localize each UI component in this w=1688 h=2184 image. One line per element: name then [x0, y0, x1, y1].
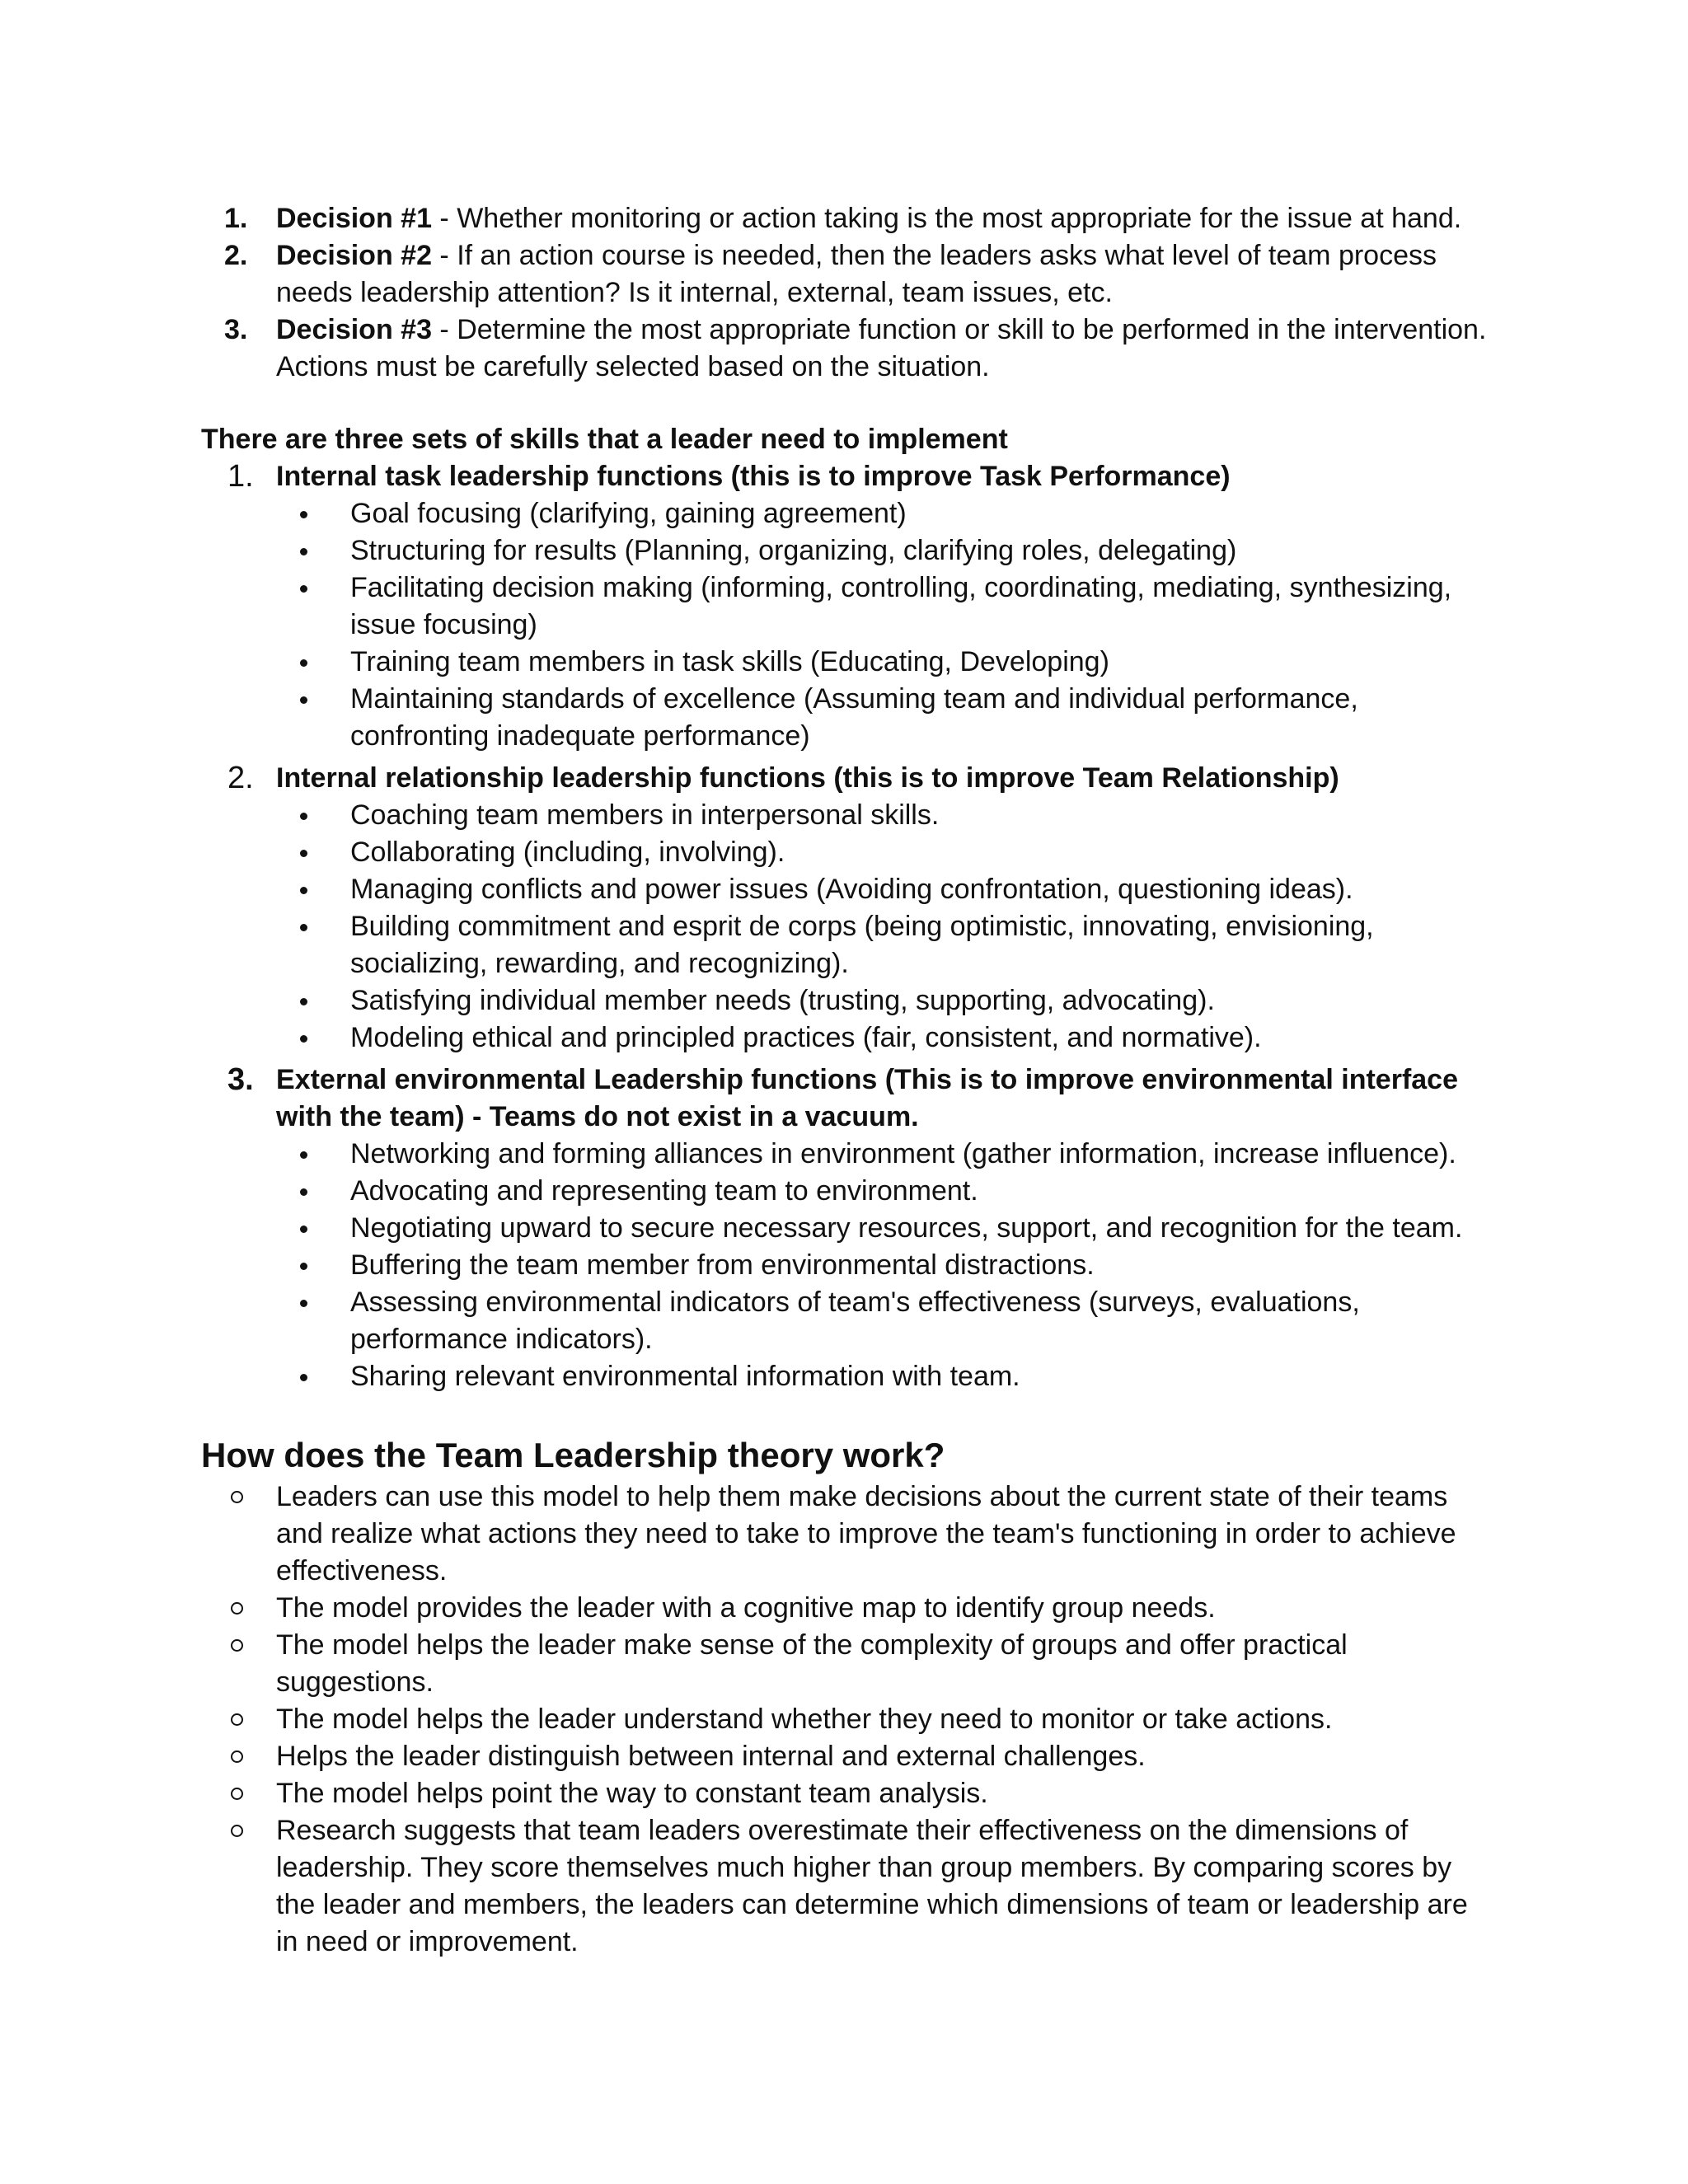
list-item-text: Buffering the team member from environmental distractions. [350, 1249, 1095, 1281]
list-item-text: Collaborating (including, involving). [350, 837, 785, 868]
list-item-text: Satisfying individual member needs (trusting, supporting, advocating). [350, 985, 1215, 1016]
skill-set-number: 2. [227, 761, 254, 795]
bullet-icon [300, 696, 307, 704]
bullet-icon [300, 998, 307, 1005]
skills-intro: There are three sets of skills that a leader need to implement [201, 424, 1008, 455]
decision-text: - If an action course is needed, then the leaders asks what level of team process needs leadership attention? Is it internal, external, team issues, etc. [276, 240, 1437, 308]
skill-set-1 [201, 458, 1487, 755]
bullet-icon [300, 1300, 307, 1307]
list-item-text: Maintaining standards of excellence (Assuming team and individual performance, confronting inadequate performance) [350, 683, 1358, 752]
decision-label: Decision #2 [276, 240, 432, 271]
bullet-icon [300, 887, 307, 894]
skill-set-3 [201, 1062, 1487, 1395]
bullet-icon [300, 511, 307, 518]
bullet-icon [300, 659, 307, 667]
list-item [201, 1358, 1487, 1395]
list-item [201, 1627, 1487, 1701]
bullet-icon [300, 548, 307, 555]
list-item [201, 1210, 1487, 1247]
list-item [201, 1284, 1487, 1358]
list-item-text: The model provides the leader with a cognitive map to identify group needs. [276, 1592, 1216, 1624]
skill-set-number: 1. [227, 459, 254, 494]
bullet-icon [300, 850, 307, 857]
circle-bullet-icon [231, 1602, 243, 1615]
bullet-icon [300, 1035, 307, 1043]
bullet-icon [300, 1263, 307, 1270]
list-item [201, 982, 1487, 1019]
bullet-icon [300, 924, 307, 931]
skill-set-title [201, 1062, 1487, 1136]
list-item [201, 644, 1487, 681]
bullet-icon [300, 1374, 307, 1381]
list-item [201, 871, 1487, 908]
list-item [201, 1019, 1487, 1057]
list-item-text: Advocating and representing team to environment. [350, 1175, 978, 1207]
circle-bullet-icon [231, 1788, 243, 1800]
list-item [201, 569, 1487, 644]
list-item [201, 1812, 1487, 1961]
decision-text: - Whether monitoring or action taking is the most appropriate for the issue at hand. [431, 203, 1462, 234]
decisions-list [201, 200, 1487, 386]
list-item-text: Building commitment and esprit de corps (being optimistic, innovating, envisioning, socializing, rewarding, and recognizing). [350, 911, 1374, 979]
list-item-text: Negotiating upward to secure necessary resources, support, and recognition for the team. [350, 1212, 1463, 1244]
list-item [201, 797, 1487, 834]
list-item [201, 1136, 1487, 1173]
list-item [201, 681, 1487, 755]
decision-label: Decision #1 [276, 203, 432, 234]
list-item-text: Coaching team members in interpersonal skills. [350, 799, 940, 831]
skill-set-number: 3. [227, 1062, 254, 1097]
bullet-icon [300, 813, 307, 820]
skill-set-2 [201, 760, 1487, 1057]
circle-bullet-icon [231, 1825, 243, 1837]
skill-set-title [201, 458, 1487, 495]
list-item [201, 1738, 1487, 1775]
how-list [201, 1479, 1487, 1961]
list-item [201, 1775, 1487, 1812]
skill-set-title-text: Internal task leadership functions (this is to improve Task Performance) [276, 461, 1231, 492]
list-item-text: The model helps the leader make sense of the complexity of groups and offer practical suggestions. [276, 1629, 1348, 1698]
list-item [201, 1701, 1487, 1738]
circle-bullet-icon [231, 1750, 243, 1763]
skill-set-title-text: Internal relationship leadership functions (this is to improve Team Relationship) [276, 762, 1339, 794]
list-item-text: Networking and forming alliances in environment (gather information, increase influence). [350, 1138, 1456, 1169]
list-item-text: Assessing environmental indicators of team's effectiveness (surveys, evaluations, performance indicators). [350, 1286, 1360, 1355]
list-item-text: Research suggests that team leaders overestimate their effectiveness on the dimensions of leadership. They score themselves much higher than group members. By comparing scores by the leader and members, the leaders can determine which dimensions of team or leadership are in need or improvement. [276, 1815, 1468, 1957]
circle-bullet-icon [231, 1713, 243, 1726]
bullet-icon [300, 1151, 307, 1159]
circle-bullet-icon [231, 1639, 243, 1652]
list-item-text: Leaders can use this model to help them make decisions about the current state of their teams and realize what actions they need to take to improve the team's functioning in order to achieve effectiveness. [276, 1481, 1456, 1586]
list-item [201, 1173, 1487, 1210]
circle-bullet-icon [231, 1491, 243, 1503]
list-item [201, 1247, 1487, 1284]
bullet-icon [300, 585, 307, 593]
list-item-text: Managing conflicts and power issues (Avoiding confrontation, questioning ideas). [350, 874, 1353, 905]
document-body [201, 200, 1487, 1961]
list-item-text: The model helps the leader understand whether they need to monitor or take actions. [276, 1704, 1333, 1735]
decision-text: - Determine the most appropriate function or skill to be performed in the intervention. Actions must be carefully selected based on the situation. [276, 314, 1487, 382]
list-item [201, 1479, 1487, 1590]
bullet-icon [300, 1188, 307, 1196]
decision-item-1 [201, 200, 1487, 237]
bullet-icon [300, 1226, 307, 1233]
skill-set-title-text: External environmental Leadership functions (This is to improve environmental interface with the team) - Teams do not exist in a vacuum. [276, 1064, 1458, 1132]
decision-number: 1. [224, 203, 248, 234]
decision-item-2 [201, 237, 1487, 312]
list-item-text: Helps the leader distinguish between internal and external challenges. [276, 1741, 1146, 1772]
decision-item-3 [201, 312, 1487, 386]
list-item-text: Structuring for results (Planning, organizing, clarifying roles, delegating) [350, 535, 1237, 566]
decision-number: 3. [224, 314, 248, 345]
list-item-text: Modeling ethical and principled practices (fair, consistent, and normative). [350, 1022, 1262, 1053]
list-item-text: Facilitating decision making (informing, controlling, coordinating, mediating, synthesizing, issue focusing) [350, 572, 1452, 640]
list-item-text: Goal focusing (clarifying, gaining agreement) [350, 498, 907, 529]
list-item [201, 495, 1487, 532]
decision-label: Decision #3 [276, 314, 432, 345]
list-item [201, 834, 1487, 871]
list-item [201, 908, 1487, 982]
list-item-text: Training team members in task skills (Educating, Developing) [350, 646, 1109, 677]
decision-number: 2. [224, 240, 248, 271]
list-item [201, 1590, 1487, 1627]
list-item-text: The model helps point the way to constant team analysis. [276, 1778, 988, 1809]
section-heading: How does the Team Leadership theory work? [201, 1436, 945, 1474]
skill-set-title [201, 760, 1487, 797]
list-item-text: Sharing relevant environmental information with team. [350, 1361, 1020, 1392]
list-item [201, 532, 1487, 569]
